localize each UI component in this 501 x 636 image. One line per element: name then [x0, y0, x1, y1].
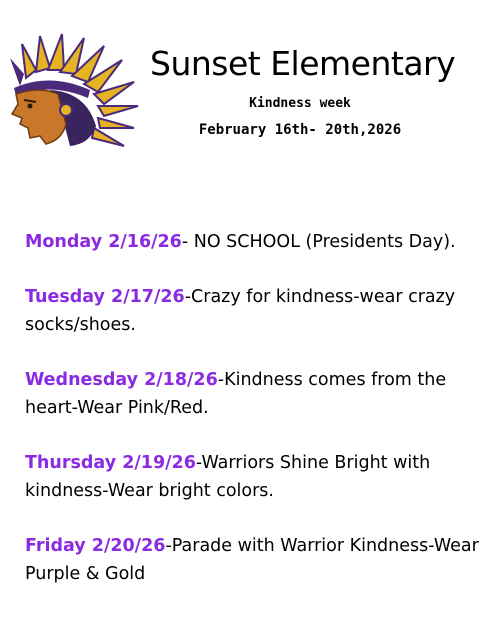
event-name: Kindness week [249, 96, 351, 111]
schedule-item-friday [25, 532, 493, 588]
kindness-week-schedule [25, 228, 493, 615]
day-description: -Parade with Warrior Kindness-Wear Purple & Gold [25, 536, 479, 584]
warrior-headdress-logo-icon [0, 28, 140, 150]
day-description: -Crazy for kindness-wear crazy socks/shoes. [25, 287, 456, 335]
face [12, 90, 66, 144]
date-range: February 16th- 20th,2026 [198, 122, 402, 138]
schedule-item-thursday [25, 449, 493, 505]
day-description: -Warriors Shine Bright with kindness-Wear bright colors. [25, 453, 431, 501]
day-label: Wednesday 2/18/26 [25, 370, 218, 390]
school-title: Sunset Elementary [150, 44, 456, 83]
day-description: -Kindness comes from the heart-Wear Pink/Red. [25, 370, 447, 418]
day-label: Friday 2/20/26 [25, 536, 166, 556]
schedule-item-monday [25, 228, 493, 256]
day-label: Monday 2/16/26 [25, 232, 182, 252]
schedule-item-tuesday [25, 283, 493, 339]
ornament [60, 104, 72, 116]
day-label: Thursday 2/19/26 [25, 453, 196, 473]
schedule-item-wednesday [25, 366, 493, 422]
day-description: - NO SCHOOL (Presidents Day). [181, 232, 456, 252]
day-label: Tuesday 2/17/26 [25, 287, 185, 307]
